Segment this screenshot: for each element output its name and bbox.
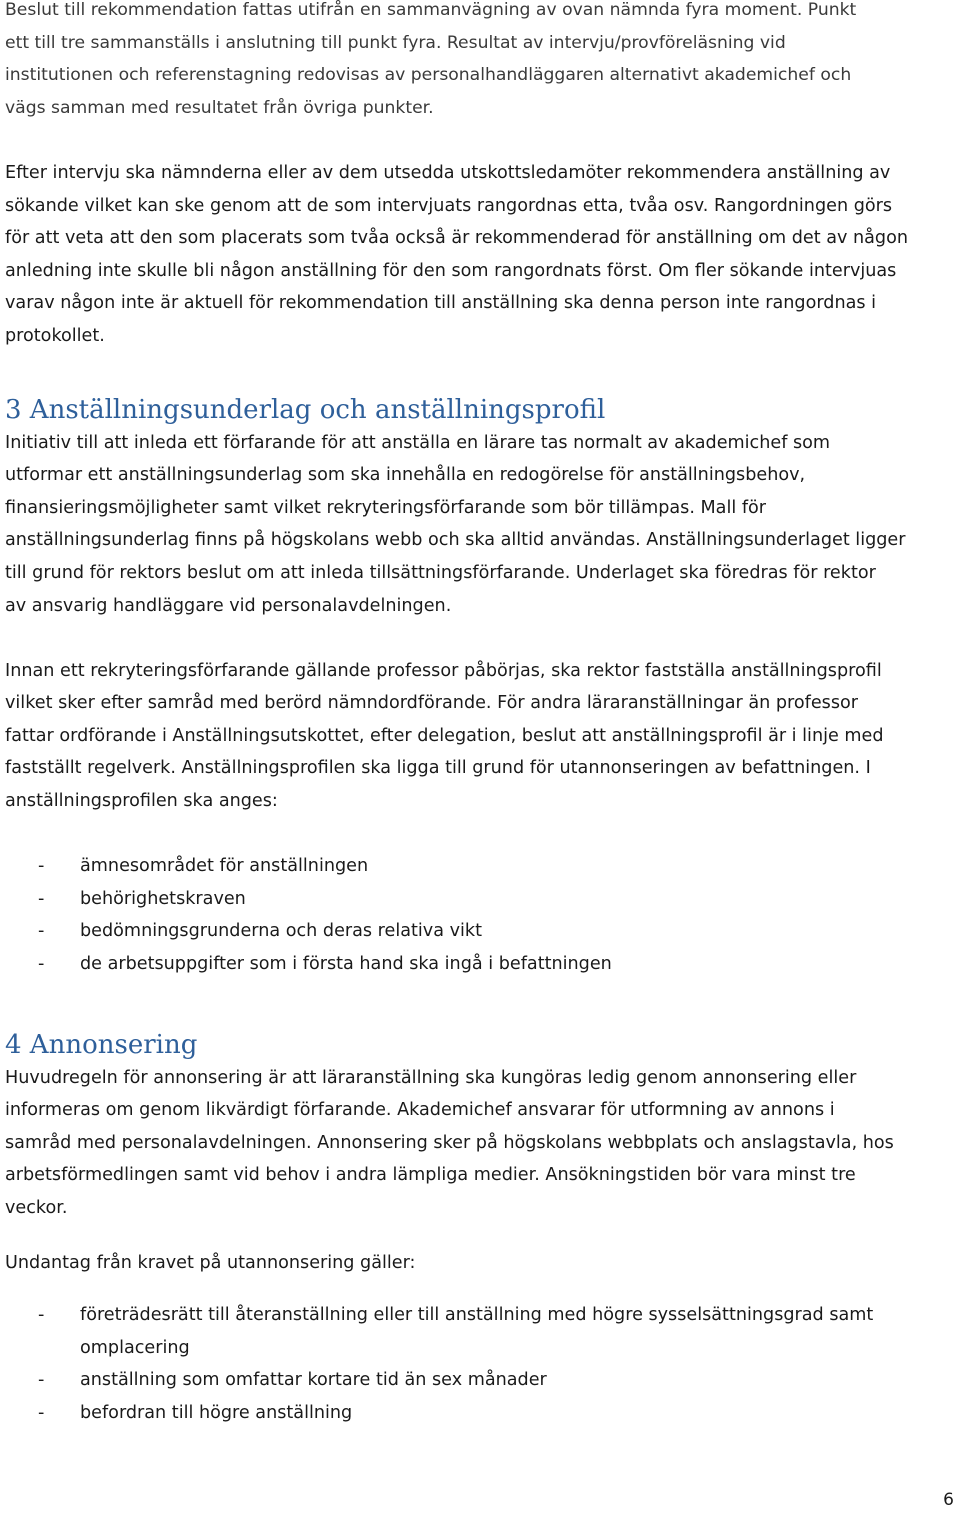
text-line: varav någon inte är aktuell för rekommendation till anställning ska denna person inte rangordnas i [5, 293, 877, 314]
text-line: till grund för rektors beslut om att inleda tillsättningsförfarande. Underlaget ska föredras för rektor [5, 562, 876, 583]
text-line: Innan ett rekryteringsförfarande gällande professor påbörjas, ska rektor fastställa anställningsprofil [5, 660, 882, 681]
list-dash: - [38, 888, 45, 909]
text-line: ett till tre sammanställs i anslutning till punkt fyra. Resultat av intervju/provföreläsning vid [5, 32, 786, 53]
list-item: - bedömningsgrunderna och deras relativa vikt [5, 915, 960, 948]
text-line: veckor. [5, 1198, 68, 1218]
section3-paragraph-1 [5, 427, 960, 623]
text-line: anställningsunderlag finns på högskolans webb och ska alltid användas. Anställningsunderlaget ligger [5, 530, 906, 551]
paragraph-interview [5, 157, 960, 353]
text-line: Undantag från kravet på utannonsering gäller: [5, 1252, 416, 1273]
list-item: - befordran till högre anställning [5, 1397, 960, 1430]
list-item-continuation: omplacering [80, 1337, 190, 1358]
text-line: samråd med personalavdelningen. Annonsering sker på högskolans webbplats och anslagstavla, hos [5, 1132, 894, 1153]
text-line: utformar ett anställningsunderlag som ska innehålla en redogörelse för anställningsbehov, [5, 465, 806, 486]
list-item: - ämnesområdet för anställningen [5, 850, 960, 883]
text-line: vilket sker efter samråd med berörd nämndordförande. För andra läraranställningar än professor [5, 693, 858, 714]
text-line: institutionen och referenstagning redovisas av personalhandläggaren alternativt akademichef och [5, 65, 852, 86]
section3-paragraph-2 [5, 655, 960, 818]
text-line: sökande vilket kan ske genom att de som intervjuats rangordnas etta, tvåa osv. Rangordningen görs [5, 195, 893, 216]
text-line: för att veta att den som placerats som tvåa också är rekommenderad för anställning om det av någon [5, 228, 909, 249]
list-dash: - [38, 1305, 45, 1326]
text-line: Efter intervju ska nämnderna eller av dem utsedda utskottsledamöter rekommendera anställning av [5, 162, 891, 183]
list-dash: - [38, 954, 45, 975]
text-line: informeras om genom likvärdigt förfarande. Akademichef ansvarar för utformning av annons i [5, 1100, 835, 1121]
text-line: Huvudregeln för annonsering är att läraranställning ska kungöras ledig genom annonsering eller [5, 1067, 857, 1088]
list-dash: - [38, 921, 45, 942]
text-line: anledning inte skulle bli någon anställning för den som rangordnats först. Om fler sökande intervjuas [5, 260, 897, 281]
text-line: vägs samman med resultatet från övriga punkter. [5, 97, 434, 118]
list-dash: - [38, 1370, 45, 1391]
text-line: arbetsförmedlingen samt vid behov i andra lämpliga medier. Ansökningstiden bör vara minst tre [5, 1165, 856, 1186]
text-line: protokollet. [5, 325, 105, 346]
text-line: fattar ordförande i Anställningsutskottet, efter delegation, beslut att anställningsprofil är i linje med [5, 725, 884, 746]
text-line: fastställt regelverk. Anställningsprofilen ska ligga till grund för utannonseringen av befattningen. I [5, 758, 871, 779]
text-line: finansieringsmöjligheter samt vilket rekryteringsförfarande som bör tillämpas. Mall för [5, 497, 767, 518]
list-item: - de arbetsuppgifter som i första hand ska ingå i befattningen [5, 948, 960, 981]
page-number: 6 [943, 1490, 954, 1510]
document-page [5, 0, 960, 1430]
list-item: - företrädesrätt till återanställning eller till anställning med högre sysselsättningsgrad samt [5, 1299, 960, 1332]
section4-paragraph-1 [5, 1062, 960, 1225]
section-heading-4: 4 Annonsering [5, 1029, 198, 1060]
text-line: anställningsprofilen ska anges: [5, 791, 278, 812]
exceptions-list [5, 1299, 960, 1429]
section4-paragraph-2 [5, 1247, 960, 1280]
text-line: av ansvarig handläggare vid personalavdelningen. [5, 595, 452, 616]
list-dash: - [38, 1402, 45, 1423]
list-dash: - [38, 856, 45, 877]
list-item: - anställning som omfattar kortare tid än sex månader [5, 1364, 960, 1397]
paragraph-intro [5, 0, 960, 124]
section-heading-3: 3 Anställningsunderlag och anställningsprofil [5, 394, 606, 425]
profile-requirements-list [5, 850, 960, 980]
text-line: Initiativ till att inleda ett förfarande för att anställa en lärare tas normalt av akademichef som [5, 432, 831, 453]
list-item: - behörighetskraven [5, 883, 960, 916]
text-line: Beslut till rekommendation fattas utifrån en sammanvägning av ovan nämnda fyra moment. Punkt [5, 0, 857, 20]
